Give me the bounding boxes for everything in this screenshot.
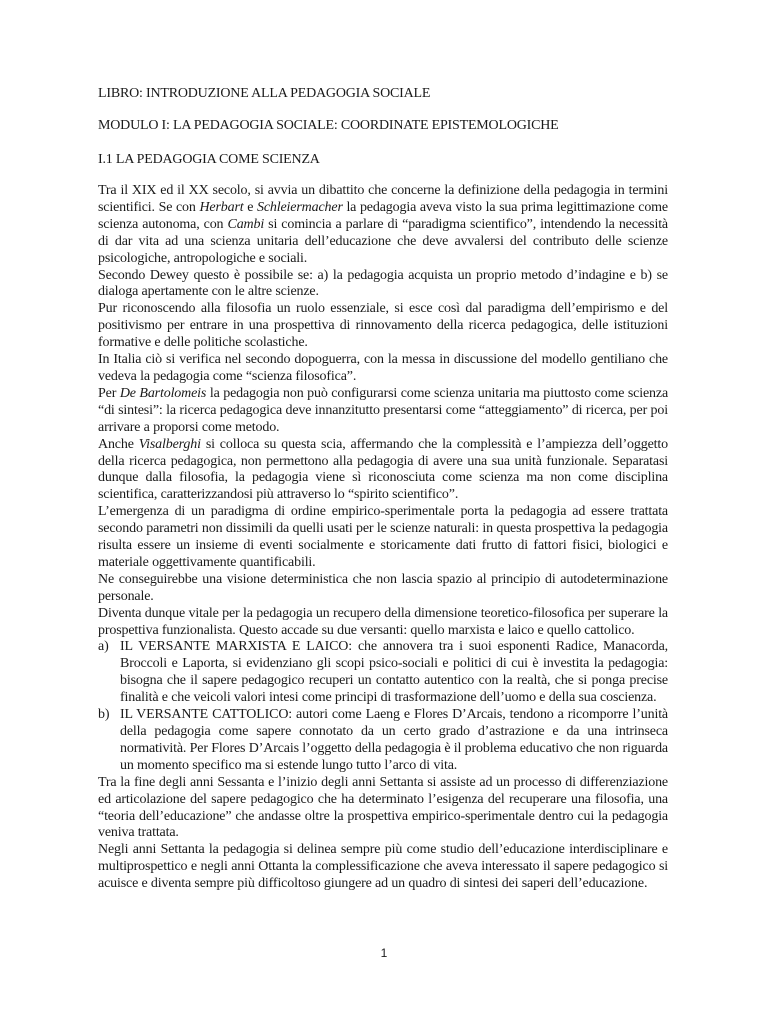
paragraph: Anche Visalberghi si colloca su questa scia, affermando che la complessità e l’ampiezza dell’oggetto della ricerca pedagogica, non permettono alla pedagogia di avere una sua unità funzionale. Separatasi dunque dalla filosofia, la pedagogia viene sì riconosciuta come scienza ma non come disciplina scientifica, caratterizzandosi più attraverso lo “spirito scientifico”. bbox=[98, 436, 669, 503]
versant-list bbox=[98, 639, 668, 774]
paragraph: Pur riconoscendo alla filosofia un ruolo essenziale, si esce così dal paradigma dell’empirismo e del positivismo per entrare in una prospettiva di rinnovamento della ricerca pedagogica, delle istituzioni formative e delle politiche scolastiche. bbox=[98, 301, 668, 351]
body-text bbox=[98, 183, 668, 893]
author-name: Visalberghi bbox=[138, 436, 201, 452]
author-name: Cambi bbox=[227, 216, 265, 232]
author-name: Herbart bbox=[199, 199, 244, 215]
paragraph: L’emergenza di un paradigma di ordine empirico-sperimentale porta la pedagogia ad essere trattata secondo parametri non dissimili da quelli usati per le scienze naturali: in questa prospettiva la pedagogia risulta essere un insieme di eventi socialmente e storicamente dati frutto di fattori fisici, biologici e materiale oggettivamente quantificabili. bbox=[98, 504, 668, 570]
list-marker: a) bbox=[98, 639, 109, 655]
paragraph: Diventa dunque vitale per la pedagogia un recupero della dimensione teoretico-filosofica per superare la prospettiva funzionalista. Questo accade su due versanti: quello marxista e laico e quello cattolico. bbox=[98, 605, 668, 638]
paragraph: Tra la fine degli anni Sessanta e l’inizio degli anni Settanta si assiste ad un processo di differenziazione ed articolazione del sapere pedagogico che ha determinato l’esigenza del recuperare una filosofia, una “teoria dell’educazione” che andasse oltre la prospettiva empirico-sperimentale dentro cui la pedagogia veniva trattata. bbox=[98, 774, 668, 841]
section-title: I.1 LA PEDAGOGIA COME SCIENZA bbox=[98, 152, 320, 167]
paragraph: Negli anni Settanta la pedagogia si delinea sempre più come studio dell’educazione interdisciplinare e multiprospettico e negli anni Ottanta la complessificazione che aveva interessato il sapere pedagogico si acuisce e diventa sempre più difficoltoso giungere ad un quadro di sintesi dei saperi dell’educazione. bbox=[98, 842, 668, 892]
paragraph: Ne conseguirebbe una visione deterministica che non lascia spazio al principio di autodeterminazione personale. bbox=[98, 571, 668, 604]
paragraph: Tra il XIX ed il XX secolo, si avvia un dibattito che concerne la definizione della pedagogia in termini scientifici. Se con Herbart e Schleiermacher la pedagogia aveva visto la sua prima legittimazione come scienza autonoma, con Cambi si comincia a parlare di “paradigma scientifico”, intendendo la necessità di dar vita ad una scienza unitaria dell’educazione che deve avvalersi del contributo delle scienze psicologiche, antropologiche e sociali. bbox=[98, 183, 669, 266]
list-item bbox=[98, 639, 668, 707]
list-item-text: IL VERSANTE MARXISTA E LAICO: che annovera tra i suoi esponenti Radice, Manacorda, Broccoli e Laporta, si evidenziano gli scopi psico-sociali e politici di cui è investita la pedagogia: bisogna che il sapere pedagogico recuperi un contatto autentico con la realtà, che si ponga precise finalità e che veicoli valori intesi come principi di trasformazione dell’uomo e della sua coscienza. bbox=[120, 639, 668, 706]
paragraph: Secondo Dewey questo è possibile se: a) la pedagogia acquista un proprio metodo d’indagine e b) se dialoga apertamente con le altre scienze. bbox=[98, 267, 668, 300]
paragraph: In Italia ciò si verifica nel secondo dopoguerra, con la messa in discussione del modello gentiliano che vedeva la pedagogia come “scienza filosofica”. bbox=[98, 352, 668, 384]
list-item-text: IL VERSANTE CATTOLICO: autori come Laeng e Flores D’Arcais, tendono a ricomporre l’unità della pedagogia come sapere connotato da un certo grado d’astrazione e da una intrinseca normatività. Per Flores D’Arcais l’oggetto della pedagogia è il problema educativo che non riguarda un momento specifico ma si estende lungo tutto l’arco di vita. bbox=[120, 707, 668, 773]
list-marker: b) bbox=[98, 707, 110, 723]
author-name: Schleiermacher bbox=[256, 199, 343, 215]
list-item bbox=[98, 707, 668, 775]
book-title: LIBRO: INTRODUZIONE ALLA PEDAGOGIA SOCIALE bbox=[98, 86, 431, 101]
author-name: De Bartolomeis bbox=[119, 385, 207, 401]
module-title: MODULO I: LA PEDAGOGIA SOCIALE: COORDINATE EPISTEMOLOGICHE bbox=[98, 118, 559, 133]
page-number: 1 bbox=[380, 946, 388, 960]
paragraph: Per De Bartolomeis la pedagogia non può configurarsi come scienza unitaria ma piuttosto come scienza “di sintesi”: la ricerca pedagogica deve innanzitutto presentarsi come “atteggiamento” di ricerca, per poi arrivare a proporsi come metodo. bbox=[98, 385, 669, 435]
